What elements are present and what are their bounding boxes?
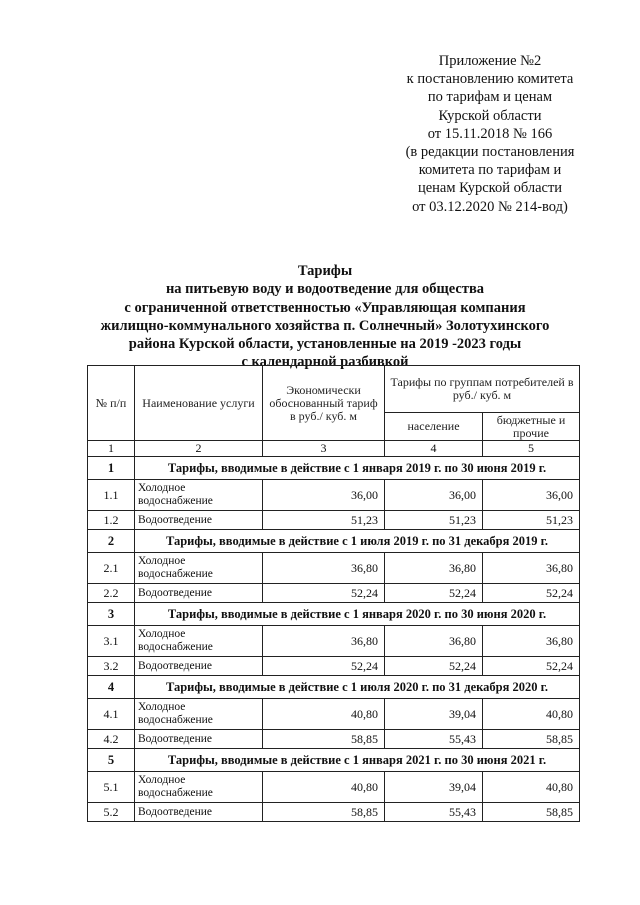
section-row (88, 530, 580, 553)
row-index: 1.1 (88, 480, 135, 511)
appendix-line: Приложение №2 (438, 53, 542, 69)
section-title: Тарифы, вводимые в действие с 1 января 2021 г. по 30 июня 2021 г. (135, 749, 580, 772)
population-tariff-value: 51,23 (385, 511, 483, 530)
budget-tariff-value: 58,85 (483, 730, 580, 749)
table-row (88, 553, 580, 584)
population-tariff-value: 39,04 (385, 699, 483, 730)
budget-tariff-value: 36,80 (483, 553, 580, 584)
service-name: Водоотведение (135, 803, 263, 822)
title-line: с календарной разбивкой (241, 354, 409, 371)
row-index: 4.1 (88, 699, 135, 730)
population-tariff-value: 36,80 (385, 553, 483, 584)
budget-tariff-value: 58,85 (483, 803, 580, 822)
table-row (88, 803, 580, 822)
service-name: Водоотведение (135, 511, 263, 530)
header-consumer-groups: Тарифы по группам потребителей в руб./ куб. м (385, 366, 580, 413)
economic-tariff-value: 40,80 (263, 699, 385, 730)
header-economic-tariff: Экономически обоснованный тариф в руб./ куб. м (263, 366, 385, 441)
appendix-line: от 03.12.2020 № 214-вод) (412, 198, 568, 215)
title-line: жилищно-коммунального хозяйства п. Солнечный» Золотухинского (100, 317, 550, 334)
header-service: Наименование услуги (135, 366, 263, 441)
economic-tariff-value: 51,23 (263, 511, 385, 530)
row-index: 1.2 (88, 511, 135, 530)
economic-tariff-value: 36,80 (263, 553, 385, 584)
row-index: 3.2 (88, 657, 135, 676)
appendix-line: ценам Курской области (417, 180, 563, 197)
economic-tariff-value: 58,85 (263, 730, 385, 749)
service-name: Холодное водоснабжение (135, 699, 263, 730)
header-population: население (385, 413, 483, 441)
title-line: с ограниченной ответственностью «Управляющая компания (124, 299, 526, 316)
population-tariff-value: 52,24 (385, 584, 483, 603)
section-number: 5 (88, 749, 135, 772)
section-number: 4 (88, 676, 135, 699)
appendix-note (380, 52, 600, 216)
column-number: 1 (88, 441, 135, 457)
column-number: 4 (385, 441, 483, 457)
section-row (88, 676, 580, 699)
row-index: 3.1 (88, 626, 135, 657)
budget-tariff-value: 36,00 (483, 480, 580, 511)
service-name: Холодное водоснабжение (135, 772, 263, 803)
title-line: Тарифы (297, 263, 353, 279)
section-title: Тарифы, вводимые в действие с 1 июля 2019 г. по 31 декабря 2019 г. (135, 530, 580, 553)
section-title: Тарифы, вводимые в действие с 1 января 2020 г. по 30 июня 2020 г. (135, 603, 580, 626)
economic-tariff-value: 36,80 (263, 626, 385, 657)
appendix-line: комитета по тарифам и (418, 162, 562, 179)
column-number: 3 (263, 441, 385, 457)
table-row (88, 772, 580, 803)
column-number: 5 (483, 441, 580, 457)
column-number: 2 (135, 441, 263, 457)
service-name: Водоотведение (135, 730, 263, 749)
header-num: № п/п (88, 366, 135, 441)
section-number: 2 (88, 530, 135, 553)
appendix-line: от 15.11.2018 № 166 (427, 125, 553, 142)
section-number: 1 (88, 457, 135, 480)
tariff-table (87, 365, 580, 822)
section-row (88, 603, 580, 626)
table-row (88, 730, 580, 749)
service-name: Водоотведение (135, 657, 263, 676)
service-name: Холодное водоснабжение (135, 626, 263, 657)
section-number: 3 (88, 603, 135, 626)
row-index: 2.1 (88, 553, 135, 584)
title-line: района Курской области, установленные на 2019 -2023 годы (128, 336, 522, 353)
economic-tariff-value: 52,24 (263, 657, 385, 676)
economic-tariff-value: 52,24 (263, 584, 385, 603)
economic-tariff-value: 58,85 (263, 803, 385, 822)
table-row (88, 480, 580, 511)
title-line: на питьевую воду и водоотведение для общества (165, 281, 485, 298)
budget-tariff-value: 40,80 (483, 772, 580, 803)
table-row (88, 699, 580, 730)
budget-tariff-value: 52,24 (483, 584, 580, 603)
service-name: Водоотведение (135, 584, 263, 603)
table-row (88, 511, 580, 530)
row-index: 2.2 (88, 584, 135, 603)
table-row (88, 657, 580, 676)
economic-tariff-value: 40,80 (263, 772, 385, 803)
budget-tariff-value: 51,23 (483, 511, 580, 530)
section-row (88, 457, 580, 480)
budget-tariff-value: 36,80 (483, 626, 580, 657)
population-tariff-value: 55,43 (385, 730, 483, 749)
section-row (88, 749, 580, 772)
row-index: 5.1 (88, 772, 135, 803)
document-title (60, 262, 590, 372)
service-name: Холодное водоснабжение (135, 480, 263, 511)
budget-tariff-value: 40,80 (483, 699, 580, 730)
population-tariff-value: 55,43 (385, 803, 483, 822)
population-tariff-value: 52,24 (385, 657, 483, 676)
appendix-line: по тарифам и ценам (427, 89, 553, 106)
section-title: Тарифы, вводимые в действие с 1 января 2019 г. по 30 июня 2019 г. (135, 457, 580, 480)
appendix-line: к постановлению комитета (406, 71, 574, 88)
table-row (88, 584, 580, 603)
population-tariff-value: 39,04 (385, 772, 483, 803)
appendix-line: Курской области (438, 107, 542, 124)
economic-tariff-value: 36,00 (263, 480, 385, 511)
budget-tariff-value: 52,24 (483, 657, 580, 676)
row-index: 4.2 (88, 730, 135, 749)
population-tariff-value: 36,00 (385, 480, 483, 511)
population-tariff-value: 36,80 (385, 626, 483, 657)
service-name: Холодное водоснабжение (135, 553, 263, 584)
appendix-line: (в редакции постановления (405, 144, 575, 161)
row-index: 5.2 (88, 803, 135, 822)
header-budget: бюджетные и прочие (483, 413, 580, 441)
section-title: Тарифы, вводимые в действие с 1 июля 2020 г. по 31 декабря 2020 г. (135, 676, 580, 699)
table-row (88, 626, 580, 657)
